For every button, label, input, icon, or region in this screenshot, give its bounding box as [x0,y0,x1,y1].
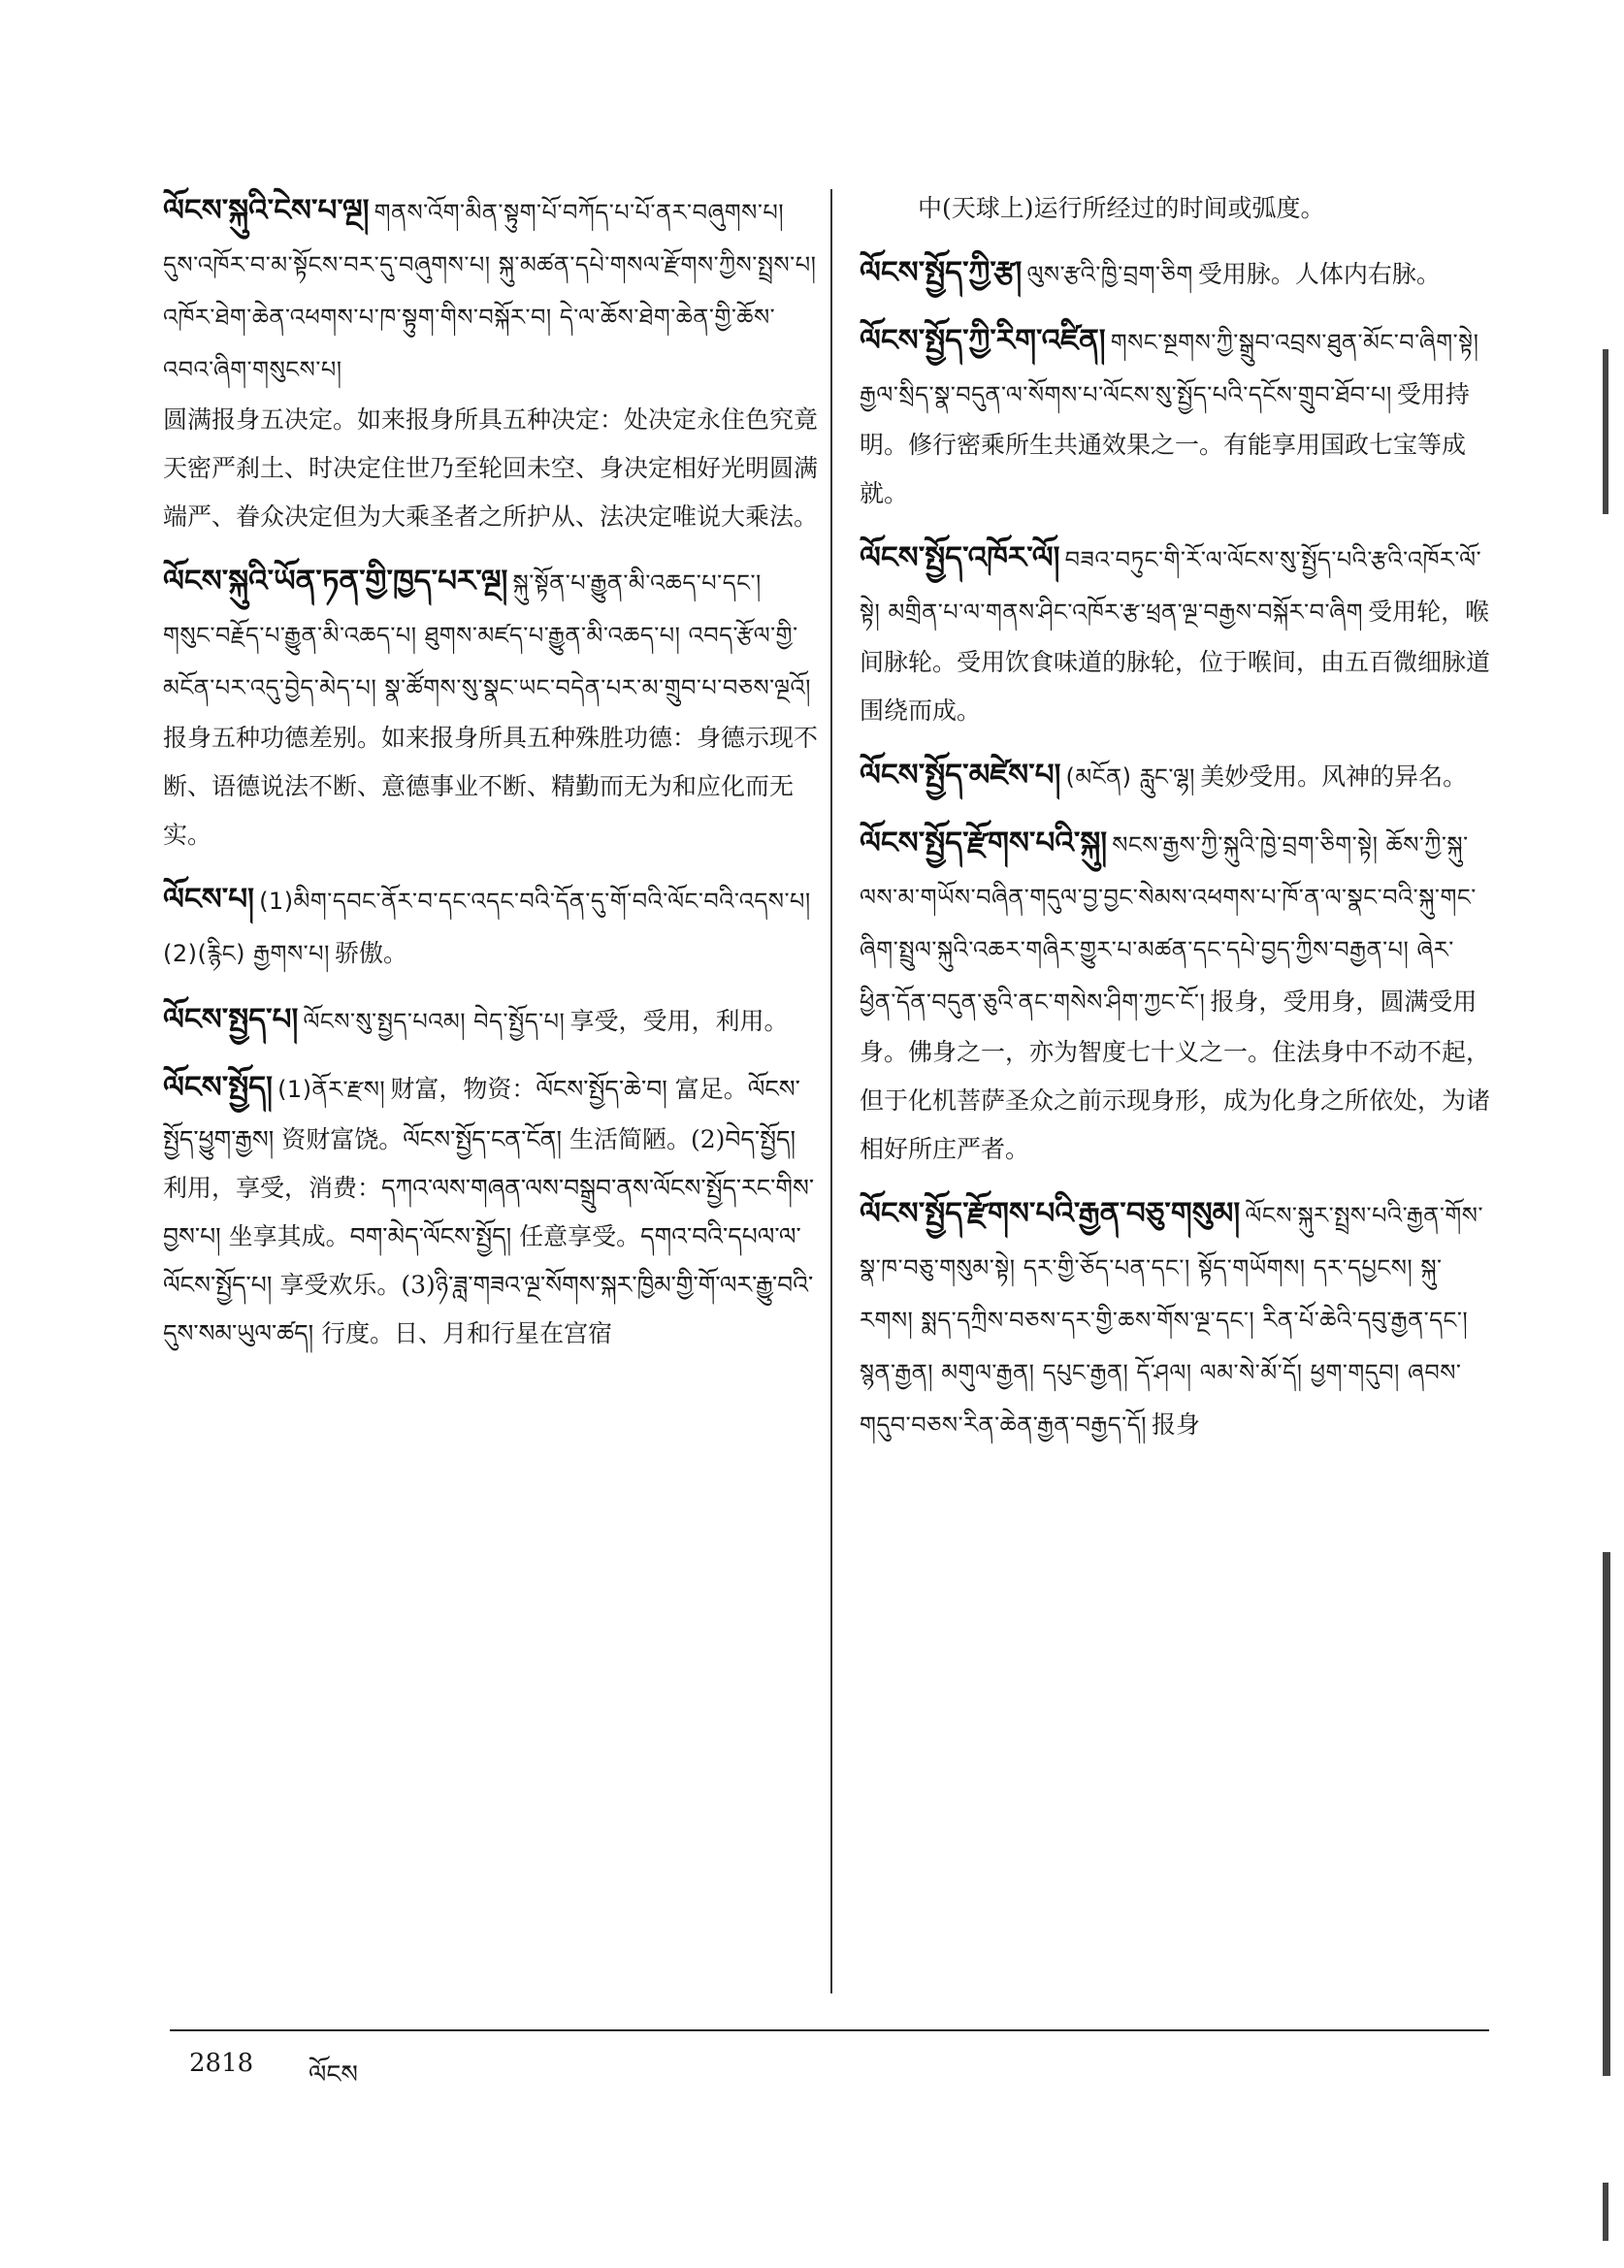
entry-continuation [860,184,1490,233]
entry-headword: ལོངས་སྤྱོད་འཁོར་ལོ། [860,540,1060,575]
column-divider [830,189,832,1993]
entry [860,246,1490,301]
entry-headword: ལོངས་སྤྱོད། [163,1070,273,1105]
entry-chinese-definition: 报身 [1152,1410,1201,1439]
entry-chinese-definition: 受用持明。修行密乘所生共通效果之一。有能享用国政七宝等成就。 [860,380,1470,507]
entry-headword: ལོངས་སྤྱད་པ། [163,1002,299,1037]
entry-tibetan-definition: (མངོན) རླུང་ལྷ། [1065,763,1195,791]
entry-chinese-definition: 报身，受用身，圆满受用身。佛身之一，亦为智度七十义之一。住法身中不动不起，但于化机菩萨圣众之前示现身形，成为化身之所依处，为诸相好所庄严者。 [860,988,1491,1163]
entry-headword: ལོངས་སྤྱོད་ཀྱི་རྩ། [860,255,1023,290]
left-column [163,184,819,1372]
entry [860,817,1490,1174]
entry-headword: ལོངས་སྤྱོད་རྫོགས་པའི་རྒྱན་བཅུ་གསུམ། [860,1196,1241,1231]
entry-tibetan-definition: གསང་སྔགས་ཀྱི་སྒྲུབ་འབྲས་ཐུན་མོང་བ་ཞིག་སྟེ། རྒྱལ་སྲིད་སྣ་བདུན་ལ་སོགས་པ་ལོངས་སུ་སྤྱོད་པའི་དངོས་གྲུབ་ཐོབ་པ། [860,329,1479,408]
entry [163,1061,819,1358]
entry-chinese-definition: 享受，受用，利用。 [569,1007,789,1035]
entry-headword: ལོངས་སྤྱོད་མཛེས་པ། [860,758,1061,793]
entry-chinese-definition: 报身五种功德差别。如来报身所具五种殊胜功德：身德示现不断、语德说法不断、意德事业不断、精勤而无为和应化而无实。 [163,724,819,849]
entry-chinese-definition: 中(天球上)运行所经过的时间或弧度。 [918,194,1325,222]
entry-tibetan-definition: ལོངས་སྐུར་སྤྲས་པའི་རྒྱན་གོས་སྣ་ཁ་བཅུ་གསུམ་སྟེ། དར་གྱི་ཅོད་པན་དང་། སྟོད་གཡོགས། དར་དཔྱངས། སྐུ་རགས། སྨད་དཀྲིས་བཅས་དར་གྱི་ཆས་གོས་ལྔ་དང་། རིན་པོ་ཆེའི་དབུ་རྒྱན་དང་། སྙན་རྒྱན། མགུལ་རྒྱན། དཔུང་རྒྱན། དོ་ཤལ། ལམ་སེ་མོ་དོ། ཕྱག་གདུབ། ཞབས་གདུབ་བཅས་རིན་ཆེན་རྒྱན་བརྒྱད་དོ། [860,1202,1483,1439]
entry-chinese-definition: 受用脉。人体内右脉。 [1197,260,1441,288]
scan-edge-mark [1603,1552,1610,2076]
footer-rule [170,2029,1489,2031]
right-column [860,184,1490,1465]
running-head: ལོངས [309,2060,358,2090]
entry-tibetan-definition: (1)མིག་དབང་ནོར་བ་དང་འདང་བའི་དོན་དུ་གོ་བའི་ལོང་བའི་འདས་པ། (2)(རྙིང) རྒྱགས་པ། [163,888,811,967]
entry-headword: ལོངས་པ། [163,882,254,917]
entry-headword: ལོངས་སྤྱོད་རྫོགས་པའི་སྐུ། [860,826,1108,860]
entry-chinese-definition: 受用轮，喉间脉轮。受用饮食味道的脉轮，位于喉间，由五百微细脉道围绕而成。 [860,598,1491,725]
entry-chinese-definition: 圆满报身五决定。如来报身所具五种决定：处决定永住色究竟天密严刹土、时决定住世乃至轮回未空、身决定相好光明圆满端严、眷众决定但为大乘圣者之所护从、法决定唯说大乘法。 [163,405,819,531]
entry-headword: ལོངས་སྤྱོད་ཀྱི་རིག་འཛིན། [860,323,1106,358]
entry-headword: ལོངས་སྐུའི་ཡོན་ཏན་གྱི་ཁྱད་པར་ལྔ། [163,564,508,599]
entry-tibetan-definition: བཟའ་བཏུང་གི་རོ་ལ་ལོངས་སུ་སྤྱོད་པའི་རྩའི་འཁོར་ལོ་སྟེ། མགྲིན་པ་ལ་གནས་ཤིང་འཁོར་རྩ་ཕྲན་ལྔ་བརྒྱས་བསྐོར་བ་ཞིག [860,546,1482,626]
entry [860,749,1490,803]
entry [163,555,819,859]
entry-headword: ལོངས་སྐུའི་ངེས་པ་ལྔ། [163,193,370,228]
entry-tibetan-definition: ལོངས་སུ་སྤྱད་པའམ། བེད་སྤྱོད་པ། [303,1008,566,1035]
entry-chinese-definition: 骄傲。 [335,939,408,967]
entry-tibetan-definition: གནས་འོག་མིན་སྟུག་པོ་བཀོད་པ་པོ་ནར་བཞུགས་པ། དུས་འཁོར་བ་མ་སྟོངས་བར་དུ་བཞུགས་པ། སྐུ་མཚན་དཔེ་གསལ་རྫོགས་ཀྱིས་སྤྲས་པ། འཁོར་ཐེག་ཆེན་འཕགས་པ་ཁ་སྟུག་གིས་བསྐོར་བ། དེ་ལ་ཆོས་ཐེག་ཆེན་གྱི་ཆོས་འབའ་ཞིག་གསུངས་པ། [163,199,817,383]
entry-chinese-definition: 财富，物资：ལོངས་སྤྱོད་ཆེ་བ། 富足。ལོངས་སྤྱོད་ཕྱུག་རྒྱས། 资财富饶。ལོངས་སྤྱོད་ངན་ངོན། 生活简陋。(2)བེད་སྤྱོད། 利用，享受，消费：དཀའ་ལས་གཞན་ལས་བསྒྲུབ་ནས་ལོངས་སྤྱོད་རང་གིས་བྱས་པ། 坐享其成。བག་མེད་ལོངས་སྤྱོད། 任意享受。དགའ་བའི་དཔལ་ལ་ལོངས་སྤྱོད་པ། 享受欢乐。(3)ཉི་ཟླ་གཟའ་ལྔ་སོགས་སྐར་ཁྱིམ་གྱི་གོ་ལར་རྒྱུ་བའི་དུས་སམ་ཡུལ་ཚད། 行度。日、月和行星在宫宿 [163,1075,815,1347]
entry [860,314,1490,518]
entry-tibetan-definition: སྐུ་སྟོན་པ་རྒྱུན་མི་འཆད་པ་དང་། གསུང་བརྗོད་པ་རྒྱུན་མི་འཆད་པ། ཐུགས་མཛད་པ་རྒྱུན་མི་འཆད་པ། འབད་རྩོལ་གྱི་མངོན་པར་འདུ་བྱེད་མེད་པ། སྣ་ཚོགས་སུ་སྣང་ཡང་བདེན་པར་མ་གྲུབ་པ་བཅས་ལྔའོ། [163,569,811,701]
entry-tibetan-definition: སངས་རྒྱས་ཀྱི་སྐུའི་ཁྱེ་བྲག་ཅིག་སྟེ། ཆོས་ཀྱི་སྐུ་ལས་མ་གཡོས་བཞིན་གདུལ་བྱ་བྱང་སེམས་འཕགས་པ་ཁོ་ན་ལ་སྣང་བའི་སྐུ་གང་ཞིག་སྤྲུལ་སྐུའི་འཆར་གཞིར་གྱུར་པ་མཚན་དང་དཔེ་བྱད་ཀྱིས་བརྒྱན་པ། ཞེར་ཕྱིན་དོན་བདུན་ཅུའི་ནང་གསེས་ཤིག་ཀྱང་ངོ་། [860,831,1477,1016]
entry-chinese-definition: 美妙受用。风神的异名。 [1200,762,1468,791]
entry [163,184,819,541]
scan-edge-mark [1603,349,1608,514]
page-number: 2818 [189,2049,254,2078]
scan-edge-mark [1603,2183,1608,2241]
entry-tibetan-definition: ལུས་རྩའི་ཁྱི་བྲག་ཅིག [1026,261,1193,288]
entry [860,532,1490,735]
entry-tibetan-definition: (1)ནོར་རྫས། [277,1076,386,1103]
entry [163,993,819,1048]
entry [163,873,819,980]
entry [860,1187,1490,1451]
